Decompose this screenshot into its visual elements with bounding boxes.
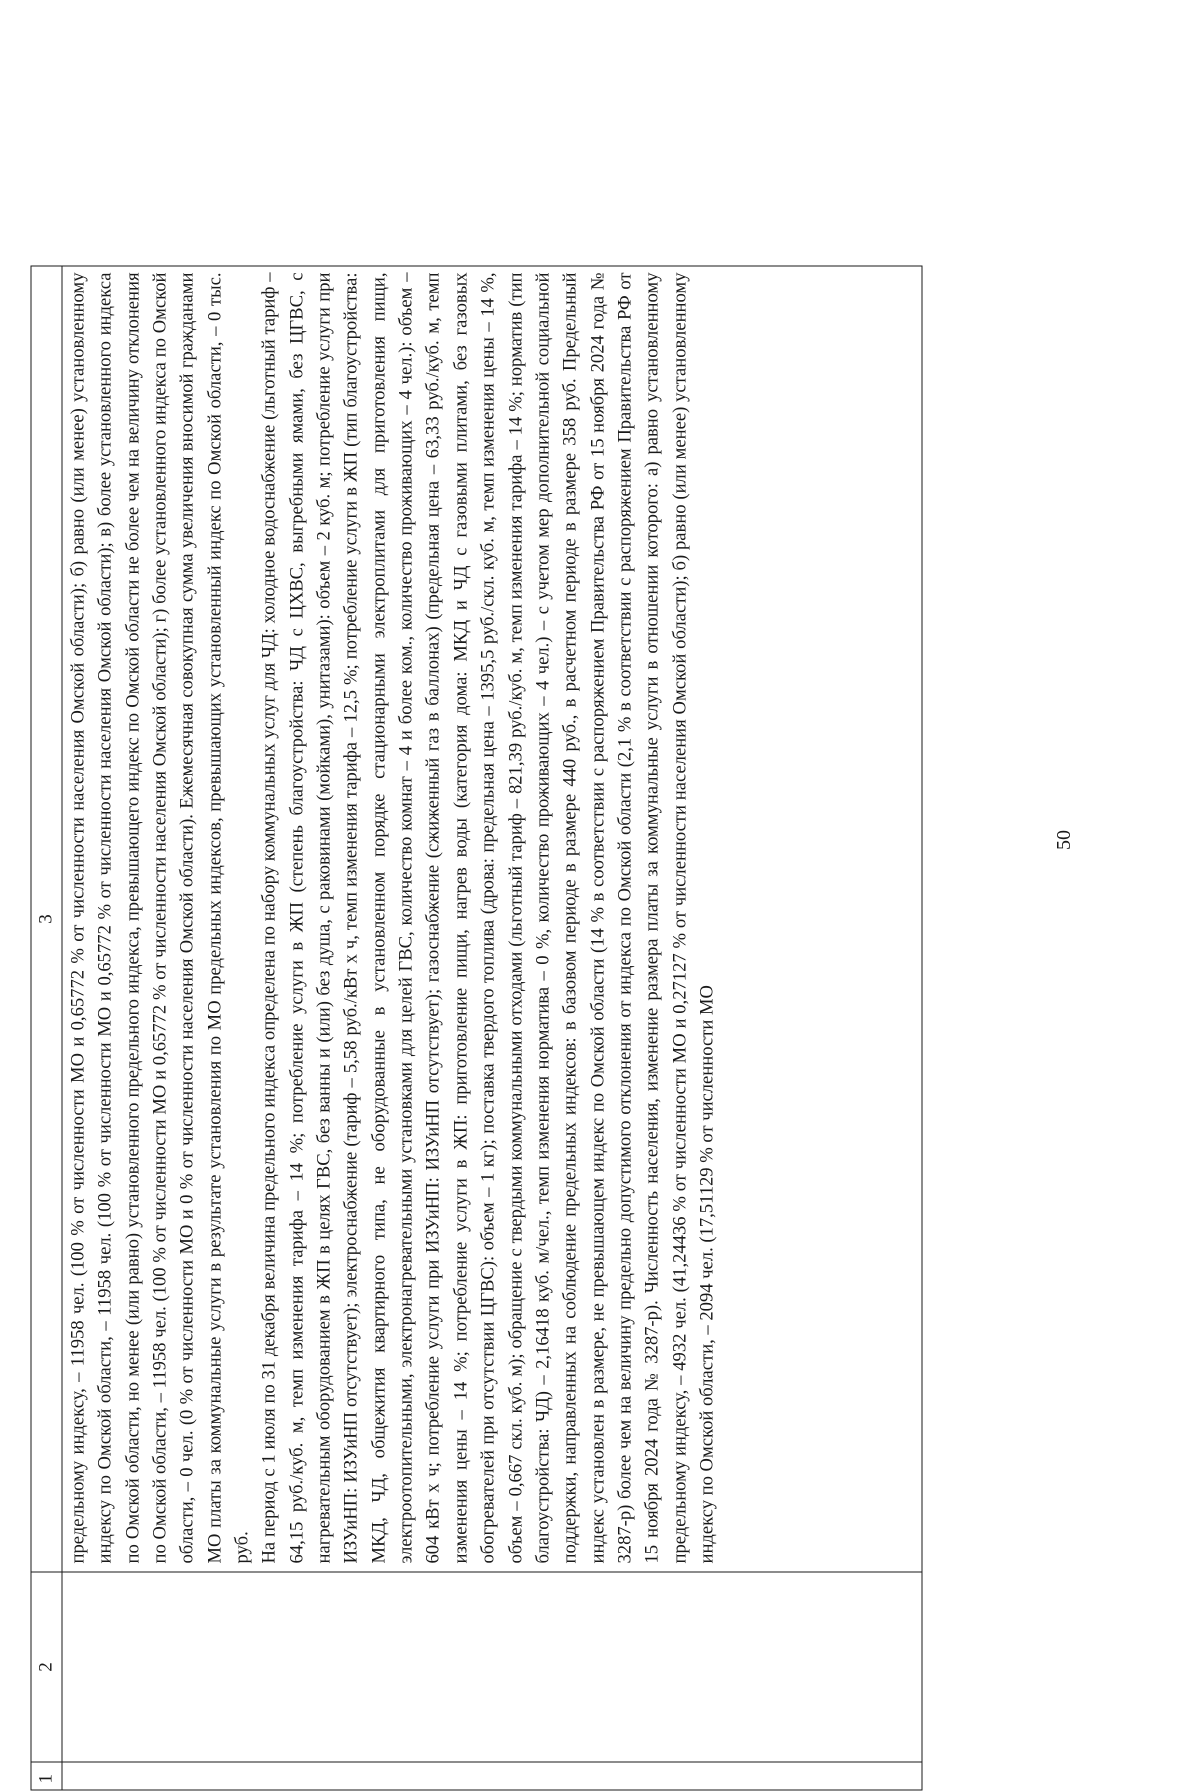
- table-cell-col-3: [63, 267, 922, 1572]
- table-header-col-2: 2: [32, 1572, 62, 1762]
- table-paragraph: На период с 1 июля по 31 декабря величина предельного индекса определена по набору коммунальных услуг для ЧД: холодное водоснабжение (льготный тариф – 64,15 руб./куб. м, темп изменения тарифа – 14 %; потребление услуги в ЖП (степень благоустройства: ЧД с ЦХВС, выгребными ямами, без ЦГВС, с нагревательным оборудованием в ЖП в целях ГВС, без ванны и (или) без душа, с раковинами (мойками), унитазами): объем – 2 куб. м; потребление услуги при ИЗУиНП: ИЗУиНП отсутствует); электроснабжение (тариф – 5,58 руб./кВт х ч, темп изменения тарифа – 12,5 %; потребление услуги в ЖП (тип благоустройства: МКД, ЧД, общежития квартирного типа, не оборудованные в установленном порядке стационарными электроплитами для приготовления пищи, электроотопительными, электронагревательными установками для целей ГВС, количество комнат – 4 и более ком., количество проживающих – 4 чел.): объем – 604 кВт х ч; потребление услуги при ИЗУиНП: ИЗУиНП отсутствует); газоснабжение (сжиженный газ в баллонах) (предельная цена – 63,33 руб./куб. м, темп изменения цены – 14 %; потребление услуги в ЖП: приготовление пищи, нагрев воды (категория дома: МКД и ЧД с газовыми плитами, без газовых обогревателей при отсутствии ЦГВС): объем – 1 кг); поставка твердого топлива (дрова: предельная цена – 1395,5 руб./скл. куб. м, темп изменения цены – 14 %, объем – 0,667 скл. куб. м); обращение с твердыми коммунальными отходами (льготный тариф – 821,39 руб./куб. м, темп изменения тарифа – 14 %; норматив (тип благоустройства: ЧД) – 2,16418 куб. м/чел., темп изменения норматива – 0 %, количество проживающих – 4 чел.) – с учетом мер дополнительной социальной поддержки, направленных на соблюдение предельных индексов: в базовом периоде в размере 440 руб., в расчетном периоде в размере 358 руб. Предельный индекс установлен в размере, не превышающем индекс по Омской области (14 % в соответствии с распоряжением Правительства РФ от 15 ноября 2024 года № 3287-р) более чем на величину предельно допустимого отклонения от индекса по Омской области (2,1 % в соответствии с распоряжением Правительства РФ от 15 ноября 2024 года № 3287-р). Численность населения, изменение размера платы за коммунальные услуги в отношении которого: а) равно установленному предельному индексу, – 4932 чел. (41,24436 % от численности МО и 0,27127 % от численности населения Омской области); б) равно (или менее) установленному индексу по Омской области, – 2094 чел. (17,51129 % от численности МО: [258, 272, 718, 1564]
- table-cell-col-1: [63, 1762, 922, 1790]
- table-body-row: [63, 267, 922, 1790]
- page-number: 50: [1053, 830, 1075, 850]
- table-header-col-1: 1: [32, 1762, 62, 1790]
- document-table: [31, 266, 923, 1791]
- table-paragraph: предельному индексу, – 11958 чел. (100 % от численности МО и 0,65772 % от численности населения Омской области); б) равно (или менее) установленному индексу по Омской области, – 11958 чел. (100 % от численности МО и 0,65772 % от численности населения Омской области); в) более установленного индекса по Омской области, но менее (или равно) установленного предельного индекса, превышающего индекс по Омской области не более чем на величину отклонения по Омской области, – 11958 чел. (100 % от численности МО и 0,65772 % от численности населения Омской области); г) более установленного индекса по Омской области, – 0 чел. (0 % от численности МО и 0 % от численности населения Омской области). Ежемесячная совокупная сумма увеличения вносимой гражданами МО платы за коммунальные услуги в результате установления по МО предельных индексов, превышающих установленный индекс по Омской области, – 0 тыс. руб.: [67, 272, 253, 1564]
- table-header-row: [32, 267, 63, 1790]
- table-cell-col-2: [63, 1572, 922, 1762]
- table-header-col-3: 3: [35, 914, 57, 924]
